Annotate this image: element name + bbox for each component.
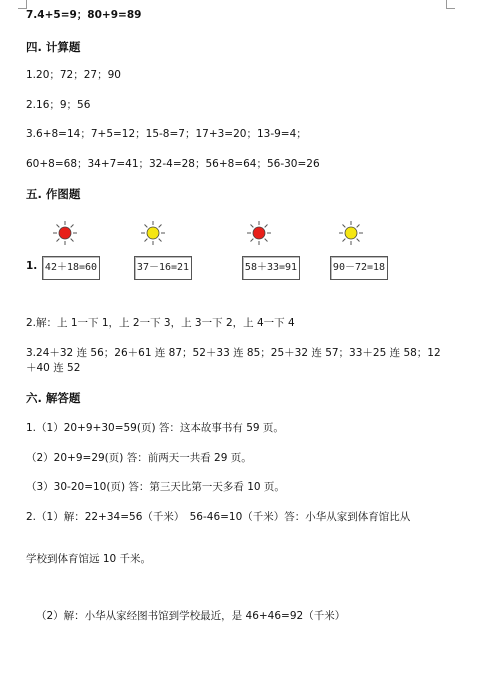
sun-ray [159,239,162,242]
yellow-sun-icon [338,220,364,246]
answer-line-calc-3b: 60+8=68；34+7=41；32-4=28；56+8=64；56-30=26 [26,158,320,170]
sun-ray [251,239,254,242]
sun-ray [71,225,74,228]
sun-ray [57,225,60,228]
answer-line-draw-3b: ＋40 连 52 [26,362,81,374]
answer-line-q7: 7.4+5=9；80+9=89 [26,9,142,21]
sun-matching-figure [26,220,446,282]
answer-line-word-1c: （3）30-20=10(页) 答：第三天比第一天多看 10 页。 [26,481,285,493]
red-sun-icon [246,220,272,246]
answer-line-word-1a: 1.（1）20+9+30=59(页) 答：这本故事书有 59 页。 [26,422,284,434]
sun-ray [159,225,162,228]
red-sun-icon [52,220,78,246]
answer-line-word-2a: 2.（1）解：22+34=56（千米） 56-46=10（千米）答：小华从家到体育馆比从 [26,511,411,523]
sun-ray [357,225,360,228]
sun-ray [343,225,346,228]
figure-item-number: 1. [26,260,38,272]
section-heading-word-problems: 六. 解答题 [26,391,81,405]
sun-ray [265,225,268,228]
equation-box: 37－16=21 [134,256,192,280]
answer-line-calc-1: 1.20；72；27；90 [26,69,121,81]
answer-line-calc-3a: 3.6+8=14；7+5=12；15-8=7；17+3=20；13-9=4； [26,128,307,140]
page-corner-mark-right [446,0,455,9]
answer-line-draw-3a: 3.24＋32 连 56；26＋61 连 87；52＋33 连 85；25＋32 连 57；33＋25 连 58；12 [26,347,441,359]
equation-box: 42＋18=60 [42,256,100,280]
section-heading-calculation: 四. 计算题 [26,40,81,54]
section-heading-drawing: 五. 作图题 [26,187,81,201]
equation-box: 90－72=18 [330,256,388,280]
sun-core [345,227,357,239]
sun-ray [357,239,360,242]
sun-core [147,227,159,239]
sun-ray [145,225,148,228]
sun-ray [71,239,74,242]
sun-ray [265,239,268,242]
answer-line-draw-2: 2.解：上 1一下 1，上 2一下 3，上 3一下 2，上 4一下 4 [26,317,295,329]
sun-ray [343,239,346,242]
sun-ray [251,225,254,228]
sun-ray [57,239,60,242]
answer-line-word-2b: 学校到体育馆远 10 千米。 [26,553,152,565]
answer-line-word-2c: （2）解：小华从家经图书馆到学校最近，是 46+46=92（千米） [36,610,346,622]
answer-line-calc-2: 2.16；9；56 [26,99,91,111]
equation-box: 58＋33=91 [242,256,300,280]
yellow-sun-icon [140,220,166,246]
sun-ray [145,239,148,242]
sun-core [253,227,265,239]
answer-line-word-1b: （2）20+9=29(页) 答：前两天一共看 29 页。 [26,452,252,464]
sun-core [59,227,71,239]
